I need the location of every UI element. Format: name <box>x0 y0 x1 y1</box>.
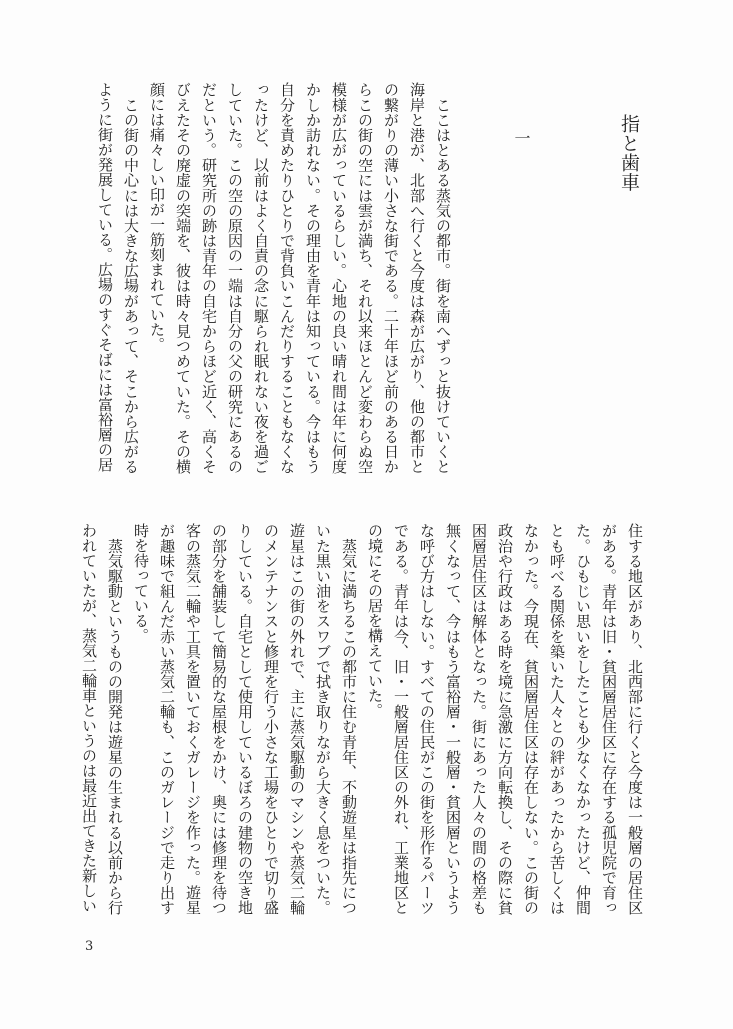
top-body-text <box>92 82 456 474</box>
page-number: 3 <box>85 939 94 954</box>
top-text-block <box>68 82 648 474</box>
paragraph: この街の中心には大きな広場があって、そこから広がるように街が発展している。広場のすぐそばには富裕層の居 <box>96 82 140 474</box>
paragraph: 蒸気に満ちるこの都市に住む青年、不動遊星は指先についた黒い油をスワブで拭き取りながら大きく息をついた。遊星はこの街の外れで、主に蒸気駆動のマシンや蒸気二輪のメンテナンスと修理を行う小さな工場をひとりで切り盛りしている。自宅として使用しているぼろの建物の空き地の部分を舗装して簡易的な屋根をかけ、奥には修理を待つ客の蒸気二輪や工具を置いておくガレージを作った。遊星が趣味で組んだ赤い蒸気二輪も、このガレージで走り出す時を待っている。 <box>132 523 358 915</box>
paragraph: ここはとある蒸気の都市。街を南へずっと抜けていくと海岸と港が、北部へ行くと今度は森が広がり、他の都市との繋がりの薄い小さな街である。二十年ほど前のある日からこの街の空には雲が満ち、それ以来ほとんど変わらぬ空模様が広がっているらしい。心地の良い晴れ間は年に何度かしか訪れない。その理由を青年は知っている。今はもう自分を責めたりひとりで背負いこんだりすることもなくなったけど、以前はよく自責の念に駆られ眠れない夜を過ごしていた。この空の原因の一端は自分の父の研究にあるのだという。研究所の跡は青年の自宅からほど近く、高くそびえたその廃虚の突端を、彼は時々見つめていた。その横顔には痛々しい印が一筋刻まれていた。 <box>148 82 452 474</box>
page-title: 指と歯車 <box>618 114 640 192</box>
paragraph: 蒸気駆動というものの開発は遊星の生まれる以前から行われていたが、蒸気二輪車というのは最近出てきた新しい <box>80 523 124 915</box>
bottom-text-block <box>68 523 648 915</box>
paragraph-continuation: 住する地区があり、北西部に行くと今度は一般層の居住区がある。青年は旧・貧困層居住区に存在する孤児院で育った。ひもじい思いをしたことも少なくなかったけど、仲間とも呼べる関係を築いた人々との絆があったから苦しくはなかった。今現在、貧困層居住区は存在しない。この街の政治や行政はある時を境に急激に方向転換し、その際に貧困層居住区は解体となった。街にあった人々の間の格差も無くなって、今はもう富裕層・一般層・貧困層というような呼び方はしない。すべての住民がこの街を形作るパーツである。青年は今、旧・一般層居住区の外れ、工業地区との境にその居を構えていた。 <box>366 523 644 915</box>
chapter-heading: 一 <box>512 130 531 146</box>
